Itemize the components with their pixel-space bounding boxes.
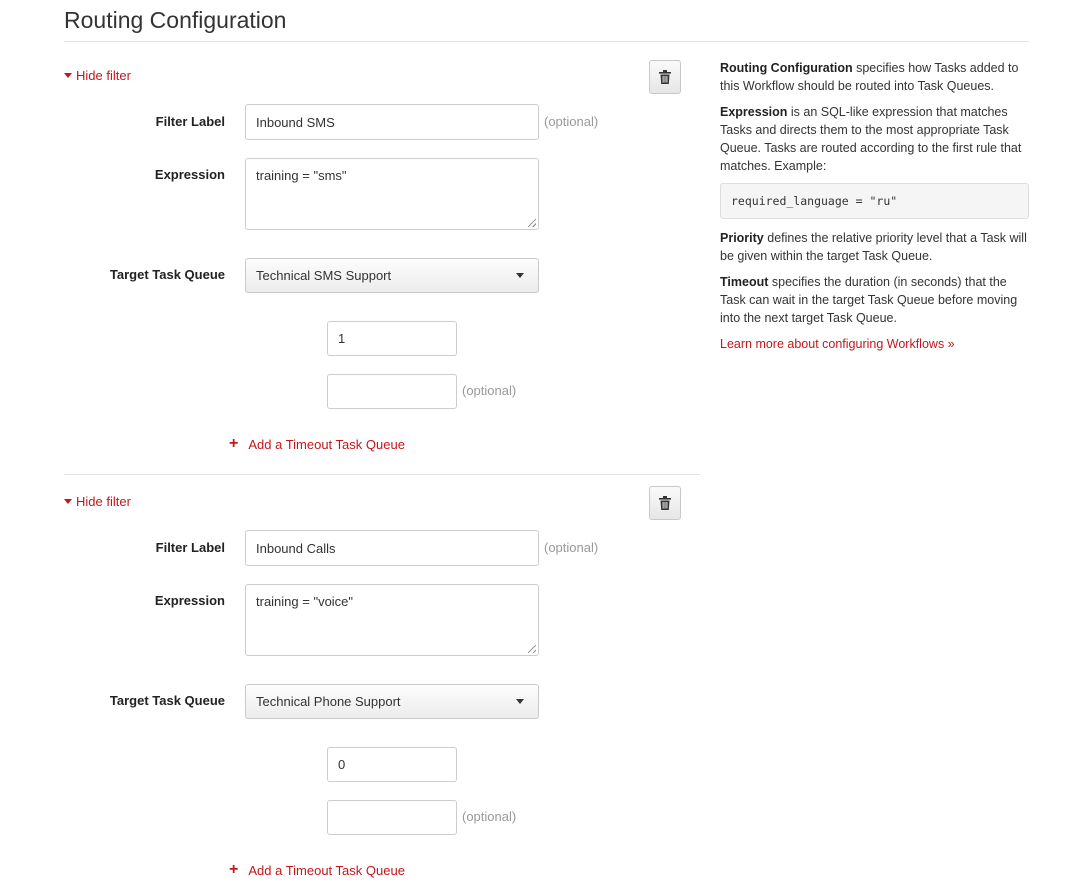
chevron-down-icon bbox=[516, 273, 524, 278]
target-task-queue-label: Target Task Queue bbox=[109, 267, 225, 282]
target-task-queue-value: Technical Phone Support bbox=[256, 694, 401, 709]
page-title: Routing Configuration bbox=[64, 7, 287, 33]
help-priority-paragraph bbox=[720, 229, 1032, 265]
add-timeout-task-queue-label: Add a Timeout Task Queue bbox=[248, 436, 405, 452]
caret-down-icon bbox=[64, 73, 72, 78]
timeout-input[interactable] bbox=[327, 374, 457, 409]
filter-label-optional-hint: (optional) bbox=[544, 540, 599, 555]
expression-textarea[interactable] bbox=[245, 158, 539, 230]
help-routing-term: Routing Configuration bbox=[720, 61, 853, 75]
help-timeout-paragraph bbox=[720, 273, 1032, 327]
hide-filter-label: Hide filter bbox=[76, 68, 131, 83]
trash-icon bbox=[659, 70, 671, 84]
plus-icon: + bbox=[229, 435, 239, 452]
hide-filter-label: Hide filter bbox=[76, 494, 131, 509]
resize-handle-icon[interactable] bbox=[528, 645, 536, 653]
timeout-optional-hint: (optional) bbox=[462, 383, 517, 398]
help-timeout-term: Timeout bbox=[720, 275, 769, 289]
target-task-queue-select[interactable] bbox=[245, 258, 539, 293]
filter-label-label: Filter Label bbox=[155, 540, 225, 555]
filter-label-optional-hint: (optional) bbox=[544, 114, 599, 129]
plus-icon: + bbox=[229, 861, 239, 878]
filter-block-1 bbox=[0, 0, 705, 452]
expression-label: Expression bbox=[154, 593, 225, 608]
filter-label-input[interactable]: Inbound SMS bbox=[245, 104, 539, 140]
expression-value: training = "voice" bbox=[256, 594, 354, 609]
delete-filter-button[interactable] bbox=[649, 60, 681, 94]
help-routing-paragraph bbox=[720, 59, 1032, 95]
timeout-optional-hint: (optional) bbox=[462, 809, 517, 824]
delete-filter-button[interactable] bbox=[649, 486, 681, 520]
resize-handle-icon[interactable] bbox=[528, 219, 536, 227]
learn-more-workflows-link[interactable]: Learn more about configuring Workflows » bbox=[720, 337, 955, 351]
help-panel bbox=[720, 59, 1032, 361]
hide-filter-toggle[interactable] bbox=[64, 68, 131, 83]
expression-label: Expression bbox=[154, 167, 225, 182]
trash-icon bbox=[659, 496, 671, 510]
hide-filter-toggle[interactable] bbox=[64, 494, 131, 509]
help-routing-text: specifies how Tasks added to this Workflow should be routed into Task Queues. bbox=[720, 61, 1019, 93]
help-expression-text: is an SQL-like expression that matches Tasks and directs them to the most appropriate Task Queue. Tasks are routed according to the first rule that matches. Example: bbox=[720, 105, 1022, 173]
expression-textarea[interactable] bbox=[245, 584, 539, 656]
help-expression-term: Expression bbox=[720, 105, 788, 119]
add-timeout-task-queue-label: Add a Timeout Task Queue bbox=[248, 862, 405, 878]
timeout-input[interactable] bbox=[327, 800, 457, 835]
filter-label-label: Filter Label bbox=[155, 114, 225, 129]
help-expression-paragraph bbox=[720, 103, 1032, 175]
filter-block-2 bbox=[0, 426, 705, 878]
target-task-queue-select[interactable] bbox=[245, 684, 539, 719]
help-priority-text: defines the relative priority level that a Task will be given within the target Task Queue. bbox=[720, 231, 1027, 263]
chevron-down-icon bbox=[516, 699, 524, 704]
priority-input[interactable]: 0 bbox=[327, 747, 457, 782]
help-timeout-text: specifies the duration (in seconds) that the Task can wait in the target Task Queue before moving into the next target Task Queue. bbox=[720, 275, 1018, 325]
caret-down-icon bbox=[64, 499, 72, 504]
help-priority-term: Priority bbox=[720, 231, 764, 245]
priority-input[interactable]: 1 bbox=[327, 321, 457, 356]
target-task-queue-value: Technical SMS Support bbox=[256, 268, 392, 283]
example-code-block: required_language = "ru" bbox=[720, 183, 1029, 219]
expression-value: training = "sms" bbox=[256, 168, 347, 183]
add-timeout-task-queue-link[interactable] bbox=[229, 862, 405, 878]
target-task-queue-label: Target Task Queue bbox=[109, 693, 225, 708]
filter-label-input[interactable]: Inbound Calls bbox=[245, 530, 539, 566]
